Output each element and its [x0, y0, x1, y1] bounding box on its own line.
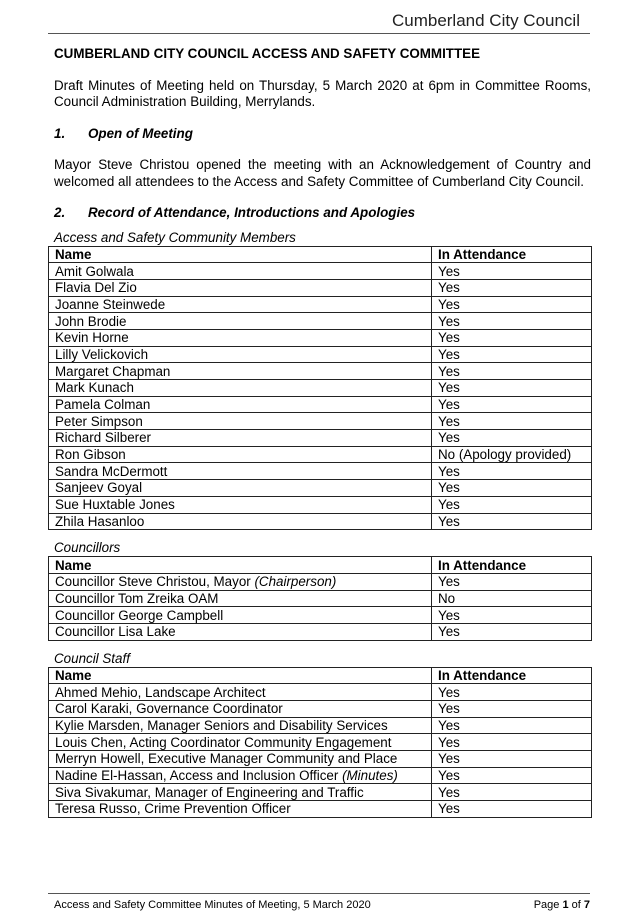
attendance-status: Yes [432, 480, 592, 497]
attendee-name [49, 607, 432, 624]
attendance-status: Yes [432, 430, 592, 447]
attendance-status: Yes [432, 623, 592, 640]
councillors-table [48, 556, 592, 640]
council-staff-table [48, 667, 592, 818]
attendee-name [49, 496, 432, 513]
attendee-name [49, 313, 432, 330]
table-row [49, 751, 592, 768]
attendee-name-text: Nadine El-Hassan, Access and Inclusion Officer [55, 768, 343, 784]
staff-table-caption: Council Staff [54, 650, 130, 666]
table-row [49, 607, 592, 624]
attendee-name-text: Pamela Colman [55, 397, 151, 413]
table-row [49, 446, 592, 463]
document-body [54, 46, 591, 828]
column-header-attendance: In Attendance [432, 667, 592, 684]
table-row [49, 296, 592, 313]
attendee-name-text: Teresa Russo, Crime Prevention Officer [55, 801, 291, 817]
attendance-status: Yes [432, 496, 592, 513]
attendee-name [49, 513, 432, 530]
attendance-status: Yes [432, 380, 592, 397]
footer-page-number [534, 899, 590, 911]
table-row [49, 363, 592, 380]
table-row [49, 279, 592, 296]
table-row [49, 717, 592, 734]
attendee-name-text: Flavia Del Zio [55, 280, 137, 296]
attendee-name-text: Mark Kunach [55, 380, 134, 396]
councillors-table-caption: Councillors [54, 540, 121, 556]
attendee-name-text: Richard Silberer [55, 430, 152, 446]
table-row [49, 573, 592, 590]
table-row [49, 413, 592, 430]
table-row [49, 590, 592, 607]
attendee-name [49, 430, 432, 447]
attendee-name-text: John Brodie [55, 313, 127, 329]
table-row [49, 801, 592, 818]
attendance-status: Yes [432, 801, 592, 818]
attendee-name [49, 263, 432, 280]
attendance-status: Yes [432, 717, 592, 734]
attendance-status: Yes [432, 329, 592, 346]
attendee-name-text: Joanne Steinwede [55, 296, 166, 312]
attendance-status: No (Apology provided) [432, 446, 592, 463]
table-row [49, 684, 592, 701]
attendee-name [49, 380, 432, 397]
section-1-heading [54, 126, 591, 143]
attendee-name [49, 734, 432, 751]
attendance-status: Yes [432, 463, 592, 480]
attendee-name [49, 279, 432, 296]
table-row [49, 380, 592, 397]
table-header-row [49, 667, 592, 684]
table-row [49, 263, 592, 280]
attendee-name [49, 480, 432, 497]
page-total: 7 [583, 899, 590, 911]
table-row [49, 767, 592, 784]
attendee-name-text: Councillor George Campbell [55, 607, 224, 623]
header-org-name: Cumberland City Council [391, 11, 580, 30]
attendance-status: Yes [432, 573, 592, 590]
attendee-name [49, 801, 432, 818]
column-header-name: Name [49, 557, 432, 574]
attendance-status: Yes [432, 313, 592, 330]
attendance-status: Yes [432, 767, 592, 784]
section-2-number: 2. [54, 205, 66, 220]
footer-document-title: Access and Safety Committee Minutes of Meeting, 5 March 2020 [54, 899, 371, 911]
attendance-status: Yes [432, 751, 592, 768]
attendee-name [49, 590, 432, 607]
attendance-status: Yes [432, 263, 592, 280]
attendee-name [49, 717, 432, 734]
attendee-name-text: Councillor Lisa Lake [55, 624, 176, 640]
attendee-name-text: Sanjeev Goyal [55, 480, 143, 496]
page-prefix: Page [533, 899, 563, 911]
table-row [49, 701, 592, 718]
attendance-status: Yes [432, 784, 592, 801]
table-row [49, 513, 592, 530]
attendee-name-text: Councillor Tom Zreika OAM [55, 590, 219, 606]
attendee-name-text: Peter Simpson [55, 413, 143, 429]
attendee-name [49, 767, 432, 784]
section-2-title: Record of Attendance, Introductions and Apologies [88, 205, 416, 220]
attendee-name-text: Zhila Hasanloo [55, 513, 145, 529]
attendee-name [49, 396, 432, 413]
page-of: of [568, 899, 584, 911]
attendee-name [49, 784, 432, 801]
attendance-status: Yes [432, 363, 592, 380]
section-2-heading [54, 205, 591, 222]
attendance-status: Yes [432, 734, 592, 751]
attendee-name [49, 363, 432, 380]
attendee-name-text: Ron Gibson [55, 447, 126, 463]
attendee-name-text: Councillor Steve Christou, Mayor [55, 574, 255, 590]
attendee-name-text: Sandra McDermott [55, 463, 168, 479]
attendee-name-text: Ahmed Mehio, Landscape Architect [55, 684, 266, 700]
attendee-name [49, 623, 432, 640]
document-title: CUMBERLAND CITY COUNCIL ACCESS AND SAFETY COMMITTEE [54, 46, 481, 61]
column-header-attendance: In Attendance [432, 557, 592, 574]
table-row [49, 329, 592, 346]
attendee-name [49, 573, 432, 590]
attendee-name [49, 751, 432, 768]
community-table-caption: Access and Safety Community Members [54, 229, 296, 245]
attendee-name-text: Lilly Velickovich [55, 346, 149, 362]
attendance-status: Yes [432, 296, 592, 313]
footer-divider [48, 893, 590, 894]
attendee-name [49, 296, 432, 313]
attendance-status: Yes [432, 346, 592, 363]
table-row [49, 496, 592, 513]
attendee-name-text: Kevin Horne [55, 330, 129, 346]
column-header-name: Name [49, 667, 432, 684]
table-row [49, 463, 592, 480]
attendee-name [49, 413, 432, 430]
table-header-row [49, 557, 592, 574]
attendee-name-text: Amit Golwala [55, 263, 134, 279]
attendee-name [49, 701, 432, 718]
section-1-title: Open of Meeting [88, 125, 193, 141]
attendee-name-text: Louis Chen, Acting Coordinator Community Engagement [55, 734, 392, 750]
table-row [49, 430, 592, 447]
attendance-status: No [432, 590, 592, 607]
intro-paragraph: Draft Minutes of Meeting held on Thursday, 5 March 2020 at 6pm in Committee Rooms, Council Administration Building, Merrylands. [54, 77, 591, 109]
attendee-name-text: Kylie Marsden, Manager Seniors and Disability Services [55, 718, 388, 734]
attendee-name [49, 684, 432, 701]
attendance-status: Yes [432, 701, 592, 718]
attendee-role-note: (Minutes) [342, 768, 398, 784]
attendee-name-text: Carol Karaki, Governance Coordinator [55, 701, 283, 717]
community-members-table [48, 246, 592, 531]
attendee-name [49, 346, 432, 363]
section-1-text: Mayor Steve Christou opened the meeting with an Acknowledgement of Country and welcomed all attendees to the Access and Safety Committee of Cumberland City Council. [54, 157, 591, 189]
attendance-status: Yes [432, 396, 592, 413]
attendee-name-text: Siva Sivakumar, Manager of Engineering and Traffic [55, 784, 364, 800]
section-1-number: 1. [54, 125, 66, 141]
attendee-role-note: (Chairperson) [254, 574, 337, 590]
table-row [49, 480, 592, 497]
attendee-name [49, 463, 432, 480]
table-row [49, 396, 592, 413]
attendee-name-text: Sue Huxtable Jones [55, 497, 175, 513]
attendance-status: Yes [432, 413, 592, 430]
table-row [49, 784, 592, 801]
table-row [49, 623, 592, 640]
table-row [49, 734, 592, 751]
table-row [49, 346, 592, 363]
attendance-status: Yes [432, 279, 592, 296]
attendance-status: Yes [432, 513, 592, 530]
attendance-status: Yes [432, 607, 592, 624]
column-header-attendance: In Attendance [432, 246, 592, 263]
attendee-name-text: Margaret Chapman [55, 363, 171, 379]
attendee-name [49, 446, 432, 463]
column-header-name: Name [49, 246, 432, 263]
table-row [49, 313, 592, 330]
header-divider [48, 33, 590, 34]
page-current: 1 [562, 899, 569, 911]
attendee-name-text: Merryn Howell, Executive Manager Community and Place [55, 751, 398, 767]
attendance-status: Yes [432, 684, 592, 701]
attendee-name [49, 329, 432, 346]
table-header-row [49, 246, 592, 263]
